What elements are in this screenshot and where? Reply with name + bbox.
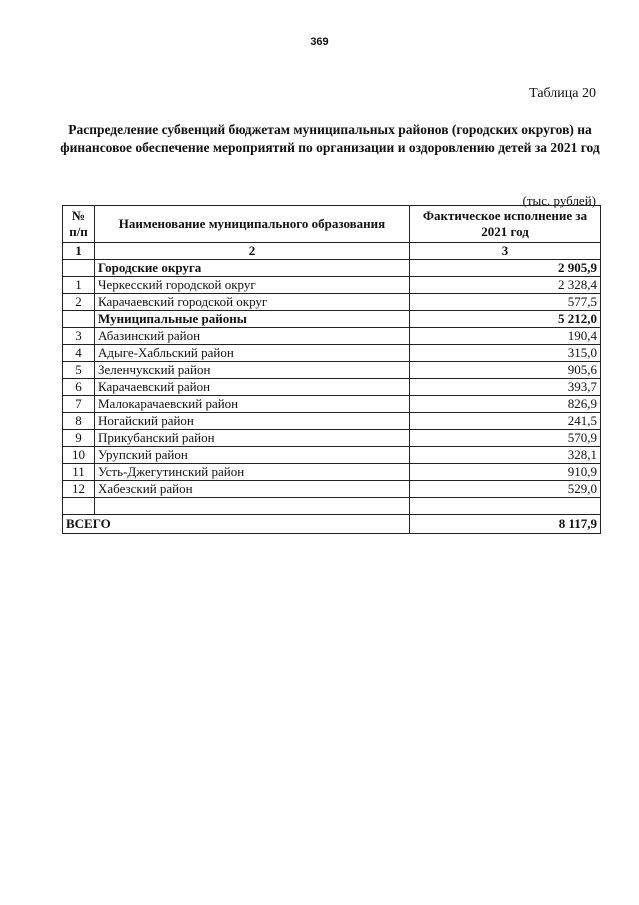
table-header-row <box>63 206 601 243</box>
row-value: 393,7 <box>410 379 601 396</box>
row-value: 905,6 <box>410 362 601 379</box>
empty-cell <box>410 498 601 515</box>
table-row <box>63 379 601 396</box>
row-value: 529,0 <box>410 481 601 498</box>
table-row <box>63 447 601 464</box>
row-name: Карачаевский район <box>95 379 410 396</box>
row-name: Абазинский район <box>95 328 410 345</box>
document-title: Распределение субвенций бюджетам муниципальных районов (городских округов) на финансовое обеспечение мероприятий по организации и оздоровлению детей за 2021 год <box>60 122 600 155</box>
row-name: Прикубанский район <box>95 430 410 447</box>
row-number <box>63 311 95 328</box>
units-label: (тыс. рублей) <box>522 193 596 208</box>
row-value: 826,9 <box>410 396 601 413</box>
table-row <box>63 413 601 430</box>
row-number: 7 <box>63 396 95 413</box>
row-name: Адыге-Хабльский район <box>95 345 410 362</box>
row-number: 11 <box>63 464 95 481</box>
row-name: Зеленчукский район <box>95 362 410 379</box>
row-number: 2 <box>63 294 95 311</box>
row-value: 2 905,9 <box>410 260 601 277</box>
row-name: Урупский район <box>95 447 410 464</box>
total-label: ВСЕГО <box>63 515 410 534</box>
column-number: 2 <box>95 243 410 260</box>
row-value: 2 328,4 <box>410 277 601 294</box>
row-number: 3 <box>63 328 95 345</box>
row-value: 328,1 <box>410 447 601 464</box>
row-number: 1 <box>63 277 95 294</box>
table-row <box>63 311 601 328</box>
row-name: Хабезский район <box>95 481 410 498</box>
row-name: Муниципальные районы <box>95 311 410 328</box>
table-row <box>63 277 601 294</box>
table-row <box>63 464 601 481</box>
data-table <box>62 205 601 534</box>
row-value: 315,0 <box>410 345 601 362</box>
column-number-row <box>63 243 601 260</box>
column-number: 3 <box>410 243 601 260</box>
row-name: Усть-Джегутинский район <box>95 464 410 481</box>
empty-cell <box>95 498 410 515</box>
row-name: Городские округа <box>95 260 410 277</box>
table-row <box>63 260 601 277</box>
row-value: 241,5 <box>410 413 601 430</box>
table-row <box>63 481 601 498</box>
row-value: 570,9 <box>410 430 601 447</box>
row-number: 10 <box>63 447 95 464</box>
row-number <box>63 260 95 277</box>
row-value: 190,4 <box>410 328 601 345</box>
column-number: 1 <box>63 243 95 260</box>
row-number: 8 <box>63 413 95 430</box>
row-number: 9 <box>63 430 95 447</box>
table-row <box>63 396 601 413</box>
table-label: Таблица 20 <box>529 86 596 101</box>
table-row <box>63 328 601 345</box>
empty-cell <box>63 498 95 515</box>
header-number: № п/п <box>63 206 95 243</box>
table-row <box>63 430 601 447</box>
row-name: Карачаевский городской округ <box>95 294 410 311</box>
row-value: 5 212,0 <box>410 311 601 328</box>
row-number: 6 <box>63 379 95 396</box>
row-number: 4 <box>63 345 95 362</box>
header-name: Наименование муниципального образования <box>95 206 410 243</box>
table-row <box>63 362 601 379</box>
total-value: 8 117,9 <box>410 515 601 534</box>
row-name: Черкесский городской округ <box>95 277 410 294</box>
row-value: 577,5 <box>410 294 601 311</box>
empty-row <box>63 498 601 515</box>
row-number: 12 <box>63 481 95 498</box>
page-number: 369 <box>310 36 329 48</box>
table-row <box>63 345 601 362</box>
header-value: Фактическое исполнение за 2021 год <box>410 206 601 243</box>
table-row <box>63 294 601 311</box>
row-name: Ногайский район <box>95 413 410 430</box>
row-value: 910,9 <box>410 464 601 481</box>
row-name: Малокарачаевский район <box>95 396 410 413</box>
row-number: 5 <box>63 362 95 379</box>
total-row <box>63 515 601 534</box>
